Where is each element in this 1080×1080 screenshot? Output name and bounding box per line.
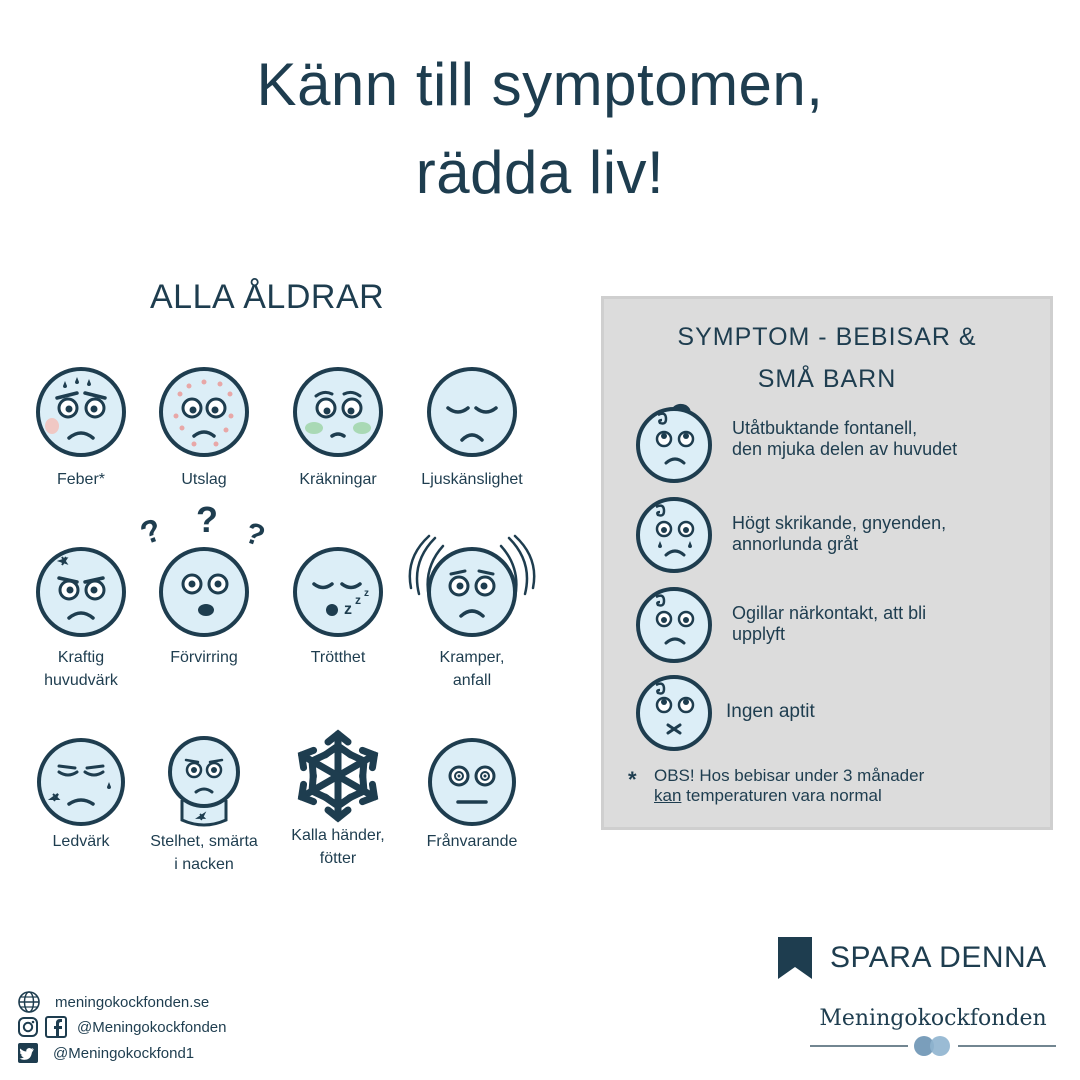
symptom-label-line1: Kraftig [57, 649, 105, 666]
bookmark-icon [776, 935, 814, 981]
brand-name: Meningokockfonden [819, 1006, 1047, 1031]
symptom-fatigue [263, 544, 413, 669]
symptom-vomiting [263, 364, 413, 491]
symptom-cold-hands [263, 728, 413, 870]
symptom-label: Kräkningar [299, 471, 377, 488]
svg-text:?: ? [135, 511, 167, 552]
social-twitter[interactable] [17, 1042, 194, 1064]
instagram-facebook-text[interactable]: @Meningokockfonden [77, 1018, 227, 1036]
svg-text:?: ? [240, 516, 270, 554]
baby-crying-icon [636, 493, 716, 575]
brand-logo [806, 1006, 1060, 1031]
symptom-label: Trötthet [310, 649, 366, 666]
twitter-text[interactable]: @Meningokockfond1 [53, 1044, 195, 1062]
baby-symptom-line2: den mjuka delen av huvudet [732, 439, 958, 459]
fever-face-icon [35, 364, 127, 460]
symptom-label-line2: anfall [452, 672, 492, 689]
symptom-label-line2: fötter [319, 850, 357, 867]
facebook-icon [45, 1016, 67, 1038]
symptom-label: Feber* [56, 471, 106, 488]
symptom-label-line1: Kalla händer, [291, 827, 385, 844]
light-sensitive-face-icon [426, 364, 518, 460]
social-instagram-facebook[interactable] [17, 1016, 227, 1038]
save-badge[interactable] [776, 935, 1047, 981]
instagram-icon [17, 1016, 39, 1038]
svg-text:z: z [344, 601, 352, 618]
page-title-line2: rädda liv! [415, 139, 665, 206]
baby-symptom-line1: Högt skrikande, gnyenden, [732, 513, 947, 533]
babies-heading-line2: SMÅ BARN [757, 365, 897, 393]
absent-face-icon [426, 736, 518, 828]
baby-fontanelle-icon [636, 401, 716, 483]
baby-dislike-icon [636, 583, 716, 665]
symptom-label: Frånvarande [426, 833, 518, 850]
stiff-neck-face-icon [158, 734, 250, 830]
twitter-icon [17, 1042, 39, 1064]
joint-pain-face-icon [35, 736, 127, 828]
note-underlined: kan [654, 786, 682, 805]
svg-text:z: z [364, 588, 369, 599]
symptom-label-line2: huvudvärk [44, 672, 118, 689]
nausea-face-icon [292, 364, 384, 460]
note-text [654, 766, 1034, 806]
social-website[interactable] [17, 990, 209, 1014]
baby-symptom-line1: Ogillar närkontakt, att bli [732, 603, 927, 623]
baby-symptom-line2: upplyft [732, 624, 786, 644]
save-label[interactable]: SPARA DENNA [830, 941, 1047, 974]
symptom-label-line2: i nacken [174, 856, 234, 873]
symptom-label-line1: Kramper, [439, 649, 505, 666]
rash-face-icon [158, 364, 250, 460]
babies-heading-line1: SYMPTOM - BEBISAR & [677, 323, 977, 351]
baby-symptom-line1: Utåtbuktande fontanell, [732, 418, 918, 438]
seizure-face-icon [407, 528, 537, 640]
website-text[interactable]: meningokockfonden.se [55, 993, 210, 1011]
baby-symptom-line2: annorlunda gråt [732, 534, 859, 554]
svg-text:z: z [355, 593, 361, 607]
snowflake-icon [290, 728, 386, 824]
tired-face-icon [292, 544, 384, 640]
symptom-label: Utslag [181, 471, 227, 488]
all-ages-heading: ALLA ÅLDRAR [150, 278, 385, 316]
page-title-line1: Känn till symptomen, [256, 51, 824, 118]
note-line2 [654, 786, 1034, 806]
svg-text:?: ? [196, 504, 218, 540]
baby-no-appetite-icon [636, 671, 716, 753]
globe-icon [17, 990, 41, 1014]
baby-symptom-line1: Ingen aptit [726, 701, 815, 722]
symptom-label: Ljuskänslighet [421, 471, 523, 488]
symptom-stiff-neck [129, 734, 279, 876]
symptom-confusion [129, 504, 279, 669]
symptom-light-sensitivity [397, 364, 547, 491]
note-asterisk: * [628, 767, 637, 792]
headache-face-icon [35, 544, 127, 640]
symptom-label: Ledvärk [52, 833, 110, 850]
babies-panel [601, 296, 1053, 830]
brand-divider-icon [810, 1034, 1056, 1060]
symptom-label: Förvirring [170, 649, 238, 666]
symptom-seizures [397, 528, 547, 692]
symptom-rash [129, 364, 279, 491]
note-rest: temperaturen vara normal [681, 786, 882, 805]
confused-face-icon [134, 504, 274, 640]
symptom-label-line1: Stelhet, smärta [150, 833, 258, 850]
symptom-absent [397, 736, 547, 853]
note-line1: OBS! Hos bebisar under 3 månader [654, 766, 925, 785]
